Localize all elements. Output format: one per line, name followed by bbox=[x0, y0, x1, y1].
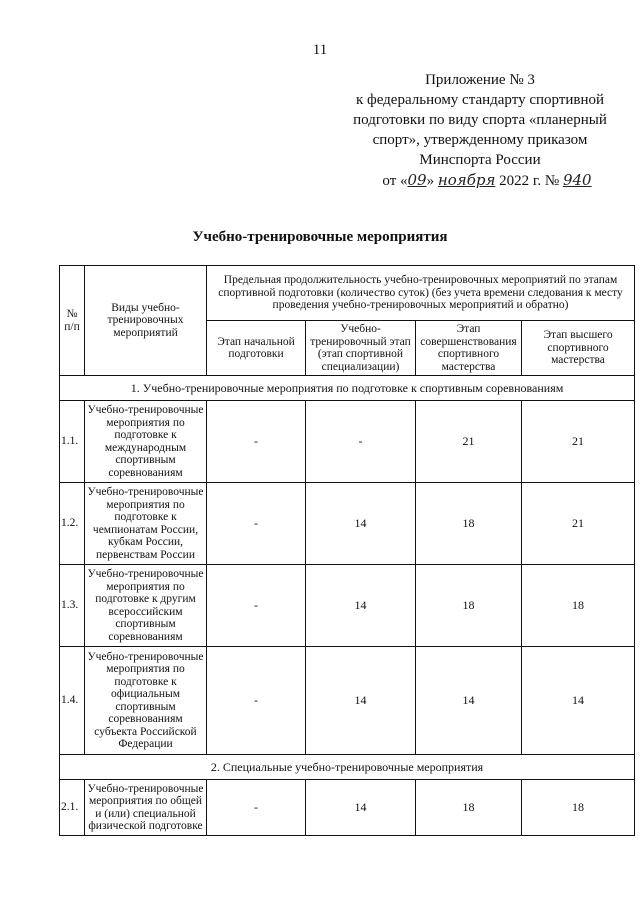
handwritten-month: ноября bbox=[437, 171, 496, 189]
col-header-group: Предельная продолжительность учебно-тренировочных мероприятий по этапам спортивной подготовки (количество суток) (без учета времени следования к месту проведения учебно-тренировочных мероприятий и обратно) bbox=[207, 266, 635, 321]
value-highest: 18 bbox=[522, 780, 635, 836]
value-training: - bbox=[306, 401, 416, 483]
row-name: Учебно-тренировочные мероприятия по подготовке к чемпионатам России, кубкам России, первенствам России bbox=[85, 483, 207, 565]
handwritten-order-number: 940 bbox=[562, 171, 592, 189]
table-row bbox=[60, 565, 635, 647]
section-row bbox=[60, 755, 635, 780]
col-header-num: № п/п bbox=[60, 266, 85, 376]
stage-header-initial: Этап начальной подготовки bbox=[207, 321, 306, 376]
training-events-table bbox=[59, 265, 635, 836]
value-training: 14 bbox=[306, 647, 416, 755]
value-highest: 18 bbox=[522, 565, 635, 647]
value-improvement: 21 bbox=[416, 401, 522, 483]
document-title: Учебно-тренировочные мероприятия bbox=[192, 229, 448, 245]
section-row bbox=[60, 376, 635, 401]
row-number: 1.3. bbox=[60, 565, 85, 647]
row-number: 1.1. bbox=[60, 401, 85, 483]
value-training: 14 bbox=[306, 483, 416, 565]
appendix-line: Приложение № 3 bbox=[425, 72, 535, 88]
date-prefix: от « bbox=[382, 173, 408, 189]
order-date-line bbox=[344, 170, 630, 191]
value-initial: - bbox=[207, 780, 306, 836]
appendix-line: Минспорта России bbox=[419, 152, 541, 168]
row-name: Учебно-тренировочные мероприятия по подготовке к другим всероссийским спортивным соревнованиям bbox=[85, 565, 207, 647]
value-highest: 21 bbox=[522, 483, 635, 565]
row-name: Учебно-тренировочные мероприятия по общей и (или) специальной физической подготовке bbox=[85, 780, 207, 836]
value-initial: - bbox=[207, 565, 306, 647]
value-training: 14 bbox=[306, 780, 416, 836]
page-number: 11 bbox=[312, 42, 328, 58]
value-initial: - bbox=[207, 647, 306, 755]
row-number: 2.1. bbox=[60, 780, 85, 836]
row-number: 1.4. bbox=[60, 647, 85, 755]
row-name: Учебно-тренировочные мероприятия по подготовке к международным спортивным соревнованиям bbox=[85, 401, 207, 483]
row-name: Учебно-тренировочные мероприятия по подготовке к официальным спортивным соревнованиям субъекта Российской Федерации bbox=[85, 647, 207, 755]
appendix-line: подготовки по виду спорта «планерный bbox=[353, 112, 607, 128]
value-initial: - bbox=[207, 401, 306, 483]
section-1-title: 1. Учебно-тренировочные мероприятия по подготовке к спортивным соревнованиям bbox=[60, 376, 635, 401]
table-row bbox=[60, 483, 635, 565]
value-training: 14 bbox=[306, 565, 416, 647]
value-improvement: 14 bbox=[416, 647, 522, 755]
table-row bbox=[60, 401, 635, 483]
section-2-title: 2. Специальные учебно-тренировочные мероприятия bbox=[60, 755, 635, 780]
col-header-type: Виды учебно-тренировочных мероприятий bbox=[85, 266, 207, 376]
stage-header-training: Учебно-тренировочный этап (этап спортивной специализации) bbox=[306, 321, 416, 376]
value-highest: 21 bbox=[522, 401, 635, 483]
appendix-line: к федеральному стандарту спортивной bbox=[355, 92, 605, 108]
handwritten-day: 09 bbox=[407, 171, 427, 189]
row-number: 1.2. bbox=[60, 483, 85, 565]
appendix-line: спорт», утвержденному приказом bbox=[372, 132, 588, 148]
value-improvement: 18 bbox=[416, 565, 522, 647]
value-improvement: 18 bbox=[416, 780, 522, 836]
stage-header-improvement: Этап совершенствования спортивного мастерства bbox=[416, 321, 522, 376]
header-row bbox=[60, 266, 635, 321]
value-highest: 14 bbox=[522, 647, 635, 755]
table-row bbox=[60, 647, 635, 755]
stage-header-highest: Этап высшего спортивного мастерства bbox=[522, 321, 635, 376]
date-mid: » bbox=[426, 173, 435, 189]
date-year: 2022 г. № bbox=[499, 173, 560, 189]
appendix-header bbox=[330, 70, 630, 191]
value-initial: - bbox=[207, 483, 306, 565]
value-improvement: 18 bbox=[416, 483, 522, 565]
table-row bbox=[60, 780, 635, 836]
